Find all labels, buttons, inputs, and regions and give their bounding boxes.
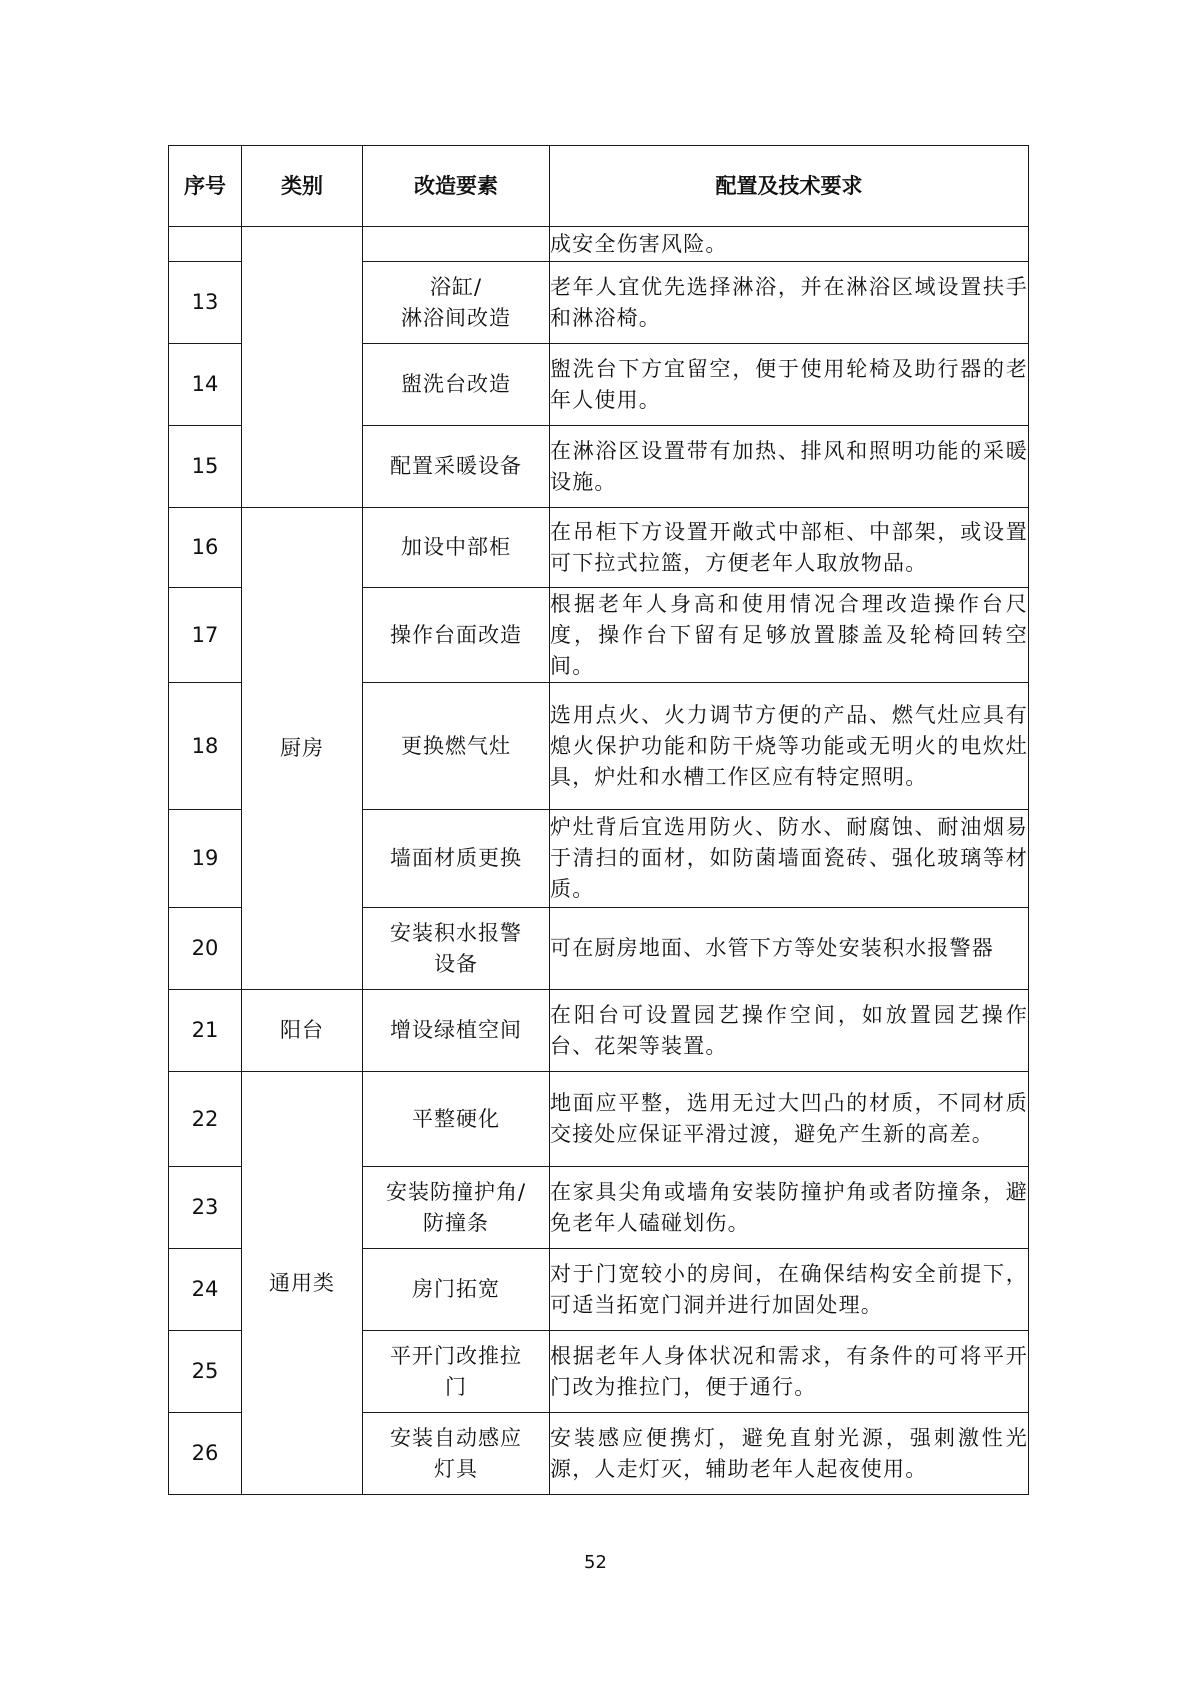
row-requirement: 在吊柜下方设置开敞式中部柜、中部架，或设置可下拉式拉篮，方便老年人取放物品。 bbox=[550, 508, 1029, 588]
row-requirement: 成安全伤害风险。 bbox=[550, 227, 1029, 262]
row-num: 25 bbox=[169, 1331, 242, 1413]
row-num: 20 bbox=[169, 908, 242, 990]
row-num: 13 bbox=[169, 262, 242, 344]
row-requirement: 在家具尖角或墙角安装防撞护角或者防撞条，避免老年人磕碰划伤。 bbox=[550, 1167, 1029, 1249]
header-num: 序号 bbox=[169, 146, 242, 227]
row-category: 厨房 bbox=[242, 508, 363, 990]
row-requirement: 炉灶背后宜选用防火、防水、耐腐蚀、耐油烟易于清扫的面材，如防菌墙面瓷砖、强化玻璃等材质。 bbox=[550, 810, 1029, 908]
row-requirement: 选用点火、火力调节方便的产品、燃气灶应具有熄火保护功能和防干烧等功能或无明火的电炊灶具，炉灶和水槽工作区应有特定照明。 bbox=[550, 683, 1029, 810]
row-num: 21 bbox=[169, 990, 242, 1072]
row-num: 14 bbox=[169, 344, 242, 426]
row-element: 配置采暖设备 bbox=[363, 426, 550, 508]
row-num: 24 bbox=[169, 1249, 242, 1331]
table-header-row bbox=[169, 146, 1029, 227]
row-requirement: 根据老年人身体状况和需求，有条件的可将平开门改为推拉门，便于通行。 bbox=[550, 1331, 1029, 1413]
header-category: 类别 bbox=[242, 146, 363, 227]
row-num: 19 bbox=[169, 810, 242, 908]
row-element: 增设绿植空间 bbox=[363, 990, 550, 1072]
row-num: 23 bbox=[169, 1167, 242, 1249]
row-requirement: 在阳台可设置园艺操作空间，如放置园艺操作台、花架等装置。 bbox=[550, 990, 1029, 1072]
table-row bbox=[169, 227, 1029, 262]
row-requirement: 根据老年人身高和使用情况合理改造操作台尺度，操作台下留有足够放置膝盖及轮椅回转空间。 bbox=[550, 588, 1029, 683]
row-requirement: 盥洗台下方宜留空，便于使用轮椅及助行器的老年人使用。 bbox=[550, 344, 1029, 426]
row-num: 16 bbox=[169, 508, 242, 588]
row-element: 浴缸/ 淋浴间改造 bbox=[363, 262, 550, 344]
row-element: 平开门改推拉 门 bbox=[363, 1331, 550, 1413]
row-element: 墙面材质更换 bbox=[363, 810, 550, 908]
row-num: 26 bbox=[169, 1413, 242, 1495]
header-element: 改造要素 bbox=[363, 146, 550, 227]
renovation-table bbox=[168, 145, 1029, 1495]
header-requirement: 配置及技术要求 bbox=[550, 146, 1029, 227]
row-element bbox=[363, 227, 550, 262]
page-number: 52 bbox=[584, 1552, 607, 1573]
row-requirement: 可在厨房地面、水管下方等处安装积水报警器 bbox=[550, 908, 1029, 990]
row-element: 安装防撞护角/ 防撞条 bbox=[363, 1167, 550, 1249]
row-category bbox=[242, 227, 363, 508]
row-requirement: 对于门宽较小的房间，在确保结构安全前提下，可适当拓宽门洞并进行加固处理。 bbox=[550, 1249, 1029, 1331]
row-num: 18 bbox=[169, 683, 242, 810]
table-row bbox=[169, 508, 1029, 588]
row-requirement: 在淋浴区设置带有加热、排风和照明功能的采暖设施。 bbox=[550, 426, 1029, 508]
row-category: 阳台 bbox=[242, 990, 363, 1072]
row-requirement: 老年人宜优先选择淋浴，并在淋浴区域设置扶手和淋浴椅。 bbox=[550, 262, 1029, 344]
row-element: 盥洗台改造 bbox=[363, 344, 550, 426]
row-element: 更换燃气灶 bbox=[363, 683, 550, 810]
row-num: 17 bbox=[169, 588, 242, 683]
row-category: 通用类 bbox=[242, 1072, 363, 1495]
row-element: 操作台面改造 bbox=[363, 588, 550, 683]
table-row bbox=[169, 990, 1029, 1072]
row-element: 安装积水报警 设备 bbox=[363, 908, 550, 990]
row-element: 平整硬化 bbox=[363, 1072, 550, 1167]
row-requirement: 地面应平整，选用无过大凹凸的材质，不同材质交接处应保证平滑过渡，避免产生新的高差。 bbox=[550, 1072, 1029, 1167]
row-requirement: 安装感应便携灯，避免直射光源，强刺激性光源，人走灯灭，辅助老年人起夜使用。 bbox=[550, 1413, 1029, 1495]
table-row bbox=[169, 1072, 1029, 1167]
row-num: 15 bbox=[169, 426, 242, 508]
row-element: 房门拓宽 bbox=[363, 1249, 550, 1331]
row-element: 加设中部柜 bbox=[363, 508, 550, 588]
row-element: 安装自动感应 灯具 bbox=[363, 1413, 550, 1495]
row-num: 22 bbox=[169, 1072, 242, 1167]
row-num bbox=[169, 227, 242, 262]
